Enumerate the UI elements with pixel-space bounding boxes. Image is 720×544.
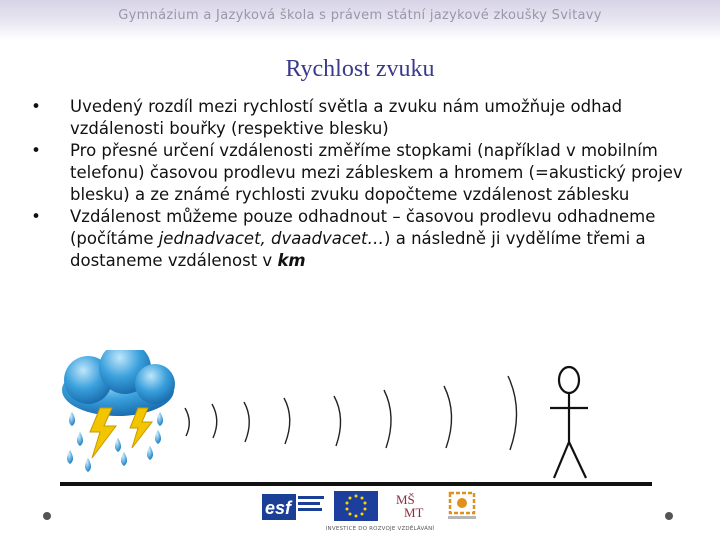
stick-figure-icon — [550, 367, 588, 478]
sound-wave-icon — [185, 376, 517, 450]
svg-text:MŠ: MŠ — [396, 492, 415, 507]
bullet-text: Uvedený rozdíl mezi rychlostí světla a zvuku nám umožňuje odhad vzdálenosti bouřky (respektive blesku) — [70, 97, 623, 138]
eu-funding-logos — [262, 488, 482, 538]
bullet-text-part: ) a následně ji vydělíme třemi a dostaneme vzdálenost v — [70, 229, 646, 270]
ground-line — [60, 482, 652, 486]
bullet-text-part: Vzdálenost můžeme pouze odhadnout – časovou prodlevu odhadneme (počítáme — [70, 207, 656, 248]
corner-dot — [665, 512, 673, 520]
unit-km: km — [277, 251, 306, 270]
corner-dot — [43, 512, 51, 520]
bullet-symbol: • — [31, 97, 41, 116]
bullet-item — [28, 206, 698, 272]
rain-drops — [67, 412, 163, 472]
storm-cloud-icon — [62, 350, 175, 416]
op-logo — [446, 490, 480, 522]
svg-text:MT: MT — [404, 505, 424, 520]
bullet-text: Pro přesné určení vzdálenosti změříme stopkami (například v mobilním telefonu) časovou prodlevu mezi zábleskem a hromem (=akustický projev blesku) a ze známé rychlosti zvuku dopočteme vzdálenost záblesku — [70, 141, 683, 204]
svg-text:esf: esf — [265, 498, 292, 518]
bullet-text — [70, 206, 698, 272]
bullet-symbol: • — [31, 141, 41, 160]
funding-tagline: INVESTICE DO ROZVOJE VZDĚLÁVÁNÍ — [325, 526, 435, 532]
msmt-logo — [390, 490, 444, 522]
eu-flag-logo — [334, 491, 378, 521]
school-name: Gymnázium a Jazyková škola s právem státní jazykové zkoušky Svitavy — [118, 8, 602, 23]
bullet-symbol: • — [31, 207, 41, 226]
slide-title: Rychlost zvuku — [285, 56, 435, 82]
bullet-item — [28, 96, 698, 140]
counting-example: jednadvacet, dvaadvacet… — [158, 229, 385, 248]
esf-logo — [262, 492, 324, 522]
bullet-item — [28, 140, 698, 206]
bullet-list — [28, 96, 698, 272]
